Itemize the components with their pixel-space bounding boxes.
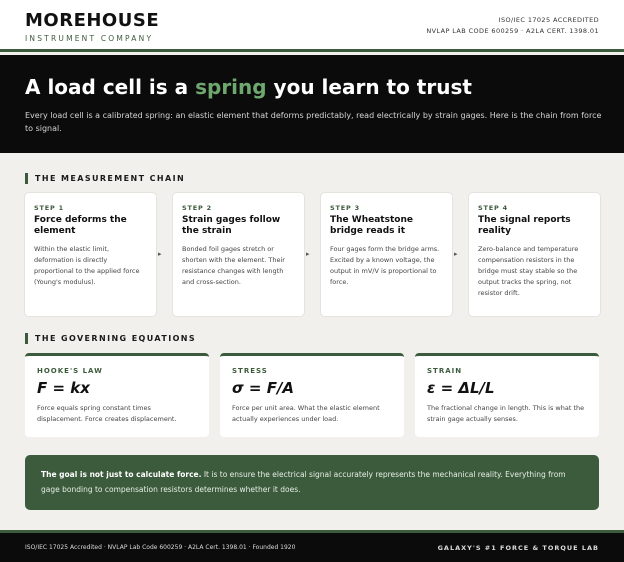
- goal-callout: [25, 455, 599, 510]
- step-title: Force deforms the element: [34, 215, 127, 236]
- governing-equations-heading: THE GOVERNING EQUATIONS: [25, 333, 196, 344]
- equation-formula: F = kx: [37, 379, 90, 397]
- footer-accreditation: ISO/IEC 17025 Accredited · NVLAP Lab Code 600259 · A2LA Cert. 1398.01 · Founded 1920: [25, 544, 296, 551]
- hero-banner: [0, 55, 624, 153]
- step-number: STEP 4: [478, 204, 508, 212]
- step-card-3: [321, 193, 452, 316]
- equation-label: HOOKE'S LAW: [37, 367, 103, 375]
- step-card-4: [469, 193, 600, 316]
- callout-text: It is to ensure the electrical signal accurately represents the mechanical reality. Everything from gage bonding to compensation resistors determines whether it does.: [41, 470, 566, 494]
- hero-title-end: you learn to trust: [266, 75, 472, 99]
- hero-description: Every load cell is a calibrated spring: an elastic element that deforms predictably, read electrically by strain gages. Here is the chain from force to signal.: [25, 111, 602, 133]
- equation-label: STRAIN: [427, 367, 463, 375]
- step-title: The signal reports reality: [478, 215, 571, 236]
- step-number: STEP 1: [34, 204, 64, 212]
- footer: [0, 530, 624, 562]
- accreditation-line-1: ISO/IEC 17025 ACCREDITED: [498, 16, 599, 24]
- equation-description: Force equals spring constant times displacement. Force creates displacement.: [37, 404, 177, 423]
- step-title: Strain gages follow the strain: [182, 215, 281, 236]
- equation-label: STRESS: [232, 367, 268, 375]
- equation-card-hookes-law: [25, 353, 209, 437]
- accreditation-line-2: NVLAP LAB CODE 600259 · A2LA CERT. 1398.01: [426, 27, 599, 35]
- equation-description: The fractional change in length. This is what the strain gage actually senses.: [427, 404, 585, 423]
- callout-bold-text: The goal is not just to calculate force.: [41, 470, 202, 479]
- equation-card-strain: [415, 353, 599, 437]
- equation-card-stress: [220, 353, 404, 437]
- brand-subtitle: INSTRUMENT COMPANY: [25, 34, 154, 43]
- brand-logo[interactable]: [25, 10, 159, 43]
- step-number: STEP 3: [330, 204, 360, 212]
- footer-tagline: GALAXY'S #1 FORCE & TORQUE LAB: [437, 544, 599, 552]
- hero-title-start: A load cell is a: [25, 75, 196, 99]
- accreditation-info: [426, 15, 599, 37]
- chevron-right-icon: ▸: [454, 251, 458, 258]
- step-body: Zero-balance and temperature compensation resistors in the bridge must stay stable so the output tracks the spring, not resistor drift.: [478, 245, 579, 297]
- brand-name: MOREHOUSE: [25, 10, 160, 31]
- step-body: Within the elastic limit, deformation is directly proportional to the applied force (Young's modulus).: [34, 245, 140, 286]
- equation-formula: ε = ΔL/L: [427, 379, 495, 397]
- equation-description: Force per unit area. What the elastic element actually experiences under load.: [232, 404, 380, 423]
- hero-title-accent: spring: [195, 75, 267, 99]
- chevron-right-icon: ▸: [306, 251, 310, 258]
- header: [0, 0, 624, 52]
- step-number: STEP 2: [182, 204, 212, 212]
- equation-formula: σ = F/A: [232, 379, 295, 397]
- step-card-1: [25, 193, 156, 316]
- step-card-2: [173, 193, 304, 316]
- hero-title: [25, 75, 472, 99]
- step-body: Four gages form the bridge arms. Excited by a known voltage, the output in mV/V is proportional to force.: [330, 245, 440, 286]
- chevron-right-icon: ▸: [158, 251, 162, 258]
- step-title: The Wheatstone bridge reads it: [330, 215, 413, 236]
- step-body: Bonded foil gages stretch or shorten with the element. Their resistance changes with length and cross-section.: [182, 245, 285, 286]
- measurement-chain-heading: THE MEASUREMENT CHAIN: [25, 173, 185, 184]
